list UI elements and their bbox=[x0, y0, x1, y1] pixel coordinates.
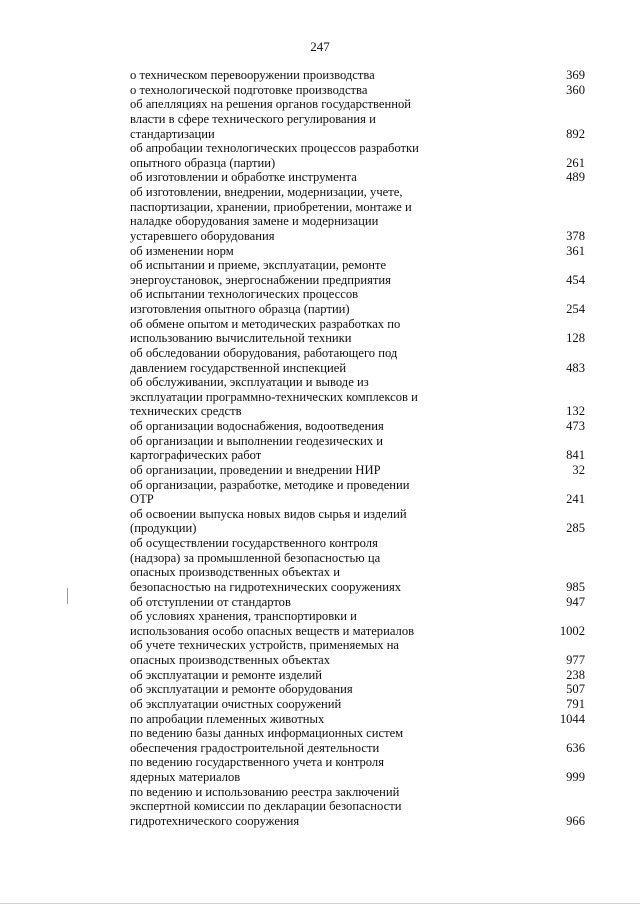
entry-line: об организации и выполнении геодезических и bbox=[130, 433, 384, 448]
entry-line: опытного образца (партии) bbox=[130, 155, 276, 170]
entry-line: по апробации племенных животных bbox=[130, 711, 325, 726]
entry-line: об испытании технологических процессов bbox=[130, 287, 359, 302]
entry-text bbox=[130, 419, 585, 434]
index-entry bbox=[130, 697, 585, 712]
entry-line: наладке оборудования замене и модернизации bbox=[130, 214, 379, 229]
entry-line: об учете технических устройств, применяемых на bbox=[130, 638, 400, 653]
entry-page-number: 238 bbox=[566, 667, 585, 682]
entry-line: давлением государственной инспекцией bbox=[130, 360, 347, 375]
entry-line: энергоустановок, энергоснабжении предприятия bbox=[130, 272, 391, 287]
entry-text bbox=[130, 68, 585, 83]
index-entry bbox=[130, 141, 585, 170]
entry-text bbox=[130, 726, 585, 755]
entry-line: об обмене опытом и методических разработках по bbox=[130, 316, 401, 331]
entry-line: об отступлении от стандартов bbox=[130, 594, 291, 609]
entry-line: (надзора) за промышленной безопасностью ца bbox=[130, 550, 381, 565]
entry-page-number: 454 bbox=[566, 272, 585, 287]
index-entry bbox=[130, 785, 585, 829]
entry-line: устаревшего оборудования bbox=[130, 228, 275, 243]
entry-line: об обслуживании, эксплуатации и выводе из bbox=[130, 375, 369, 390]
entry-line: по ведению базы данных информационных систем bbox=[130, 726, 404, 741]
entry-text bbox=[130, 478, 585, 507]
entry-page-number: 132 bbox=[566, 404, 585, 419]
entry-line: о техническом перевооружении производства bbox=[130, 68, 375, 82]
entry-line: по ведению и использованию реестра заключений bbox=[130, 784, 400, 799]
entry-line: об испытании и приеме, эксплуатации, ремонте bbox=[130, 258, 387, 273]
index-entry bbox=[130, 507, 585, 536]
index-entry bbox=[130, 726, 585, 755]
entry-line: об эксплуатации и ремонте оборудования bbox=[130, 682, 353, 697]
entry-text bbox=[130, 287, 585, 316]
entry-text bbox=[130, 258, 585, 287]
entry-page-number: 285 bbox=[566, 521, 585, 536]
entry-line: ядерных материалов bbox=[130, 770, 241, 784]
index-entry bbox=[130, 434, 585, 463]
entry-text bbox=[130, 668, 585, 683]
index-entry bbox=[130, 609, 585, 638]
entry-line: эксплуатации программно-технических комплексов и bbox=[130, 389, 418, 404]
entry-line: об апробации технологических процессов разработки bbox=[130, 141, 419, 156]
entry-page-number: 507 bbox=[566, 682, 585, 697]
entry-line: опасных производственных объектах bbox=[130, 653, 331, 667]
index-entry bbox=[130, 346, 585, 375]
entry-page-number: 999 bbox=[566, 770, 585, 784]
entry-line: обеспечения градостроительной деятельности bbox=[130, 740, 380, 755]
entry-page-number: 791 bbox=[566, 696, 585, 711]
entry-line: по ведению государственного учета и контроля bbox=[130, 755, 385, 770]
entry-line: об изготовлении, внедрении, модернизации, учете, bbox=[130, 185, 403, 199]
entry-page-number: 473 bbox=[566, 419, 585, 433]
entry-page-number: 1002 bbox=[559, 623, 585, 638]
entry-line: опасных производственных объектах и bbox=[130, 565, 340, 580]
entry-text bbox=[130, 244, 585, 259]
entry-text bbox=[130, 536, 585, 595]
entry-line: об эксплуатации и ремонте изделий bbox=[130, 667, 322, 682]
entry-line: об организации водоснабжения, водоотведения bbox=[130, 419, 384, 433]
entry-page-number: 254 bbox=[566, 302, 585, 316]
entry-line: ОТР bbox=[130, 492, 154, 507]
entry-text bbox=[130, 434, 585, 463]
entry-line: использования особо опасных веществ и материалов bbox=[130, 623, 415, 638]
entry-page-number: 947 bbox=[566, 594, 585, 609]
entry-line: гидротехнического сооружения bbox=[130, 813, 300, 828]
index-entry bbox=[130, 712, 585, 727]
entry-line: безопасностью на гидротехнических сооружениях bbox=[130, 579, 402, 594]
entry-text bbox=[130, 317, 585, 346]
index-entry bbox=[130, 244, 585, 259]
page-number: 247 bbox=[310, 39, 330, 54]
entry-line: об организации, разработке, методике и проведении bbox=[130, 477, 410, 492]
index-entry bbox=[130, 317, 585, 346]
entry-page-number: 636 bbox=[566, 740, 585, 755]
entry-page-number: 483 bbox=[566, 360, 585, 375]
index-entry bbox=[130, 170, 585, 185]
entry-page-number: 966 bbox=[566, 813, 585, 828]
entry-page-number: 360 bbox=[566, 82, 585, 97]
entry-line: об эксплуатации очистных сооружений bbox=[130, 696, 342, 711]
entry-page-number: 378 bbox=[566, 228, 585, 243]
entry-text bbox=[130, 97, 585, 141]
entry-line: (продукции) bbox=[130, 521, 197, 536]
index-entry bbox=[130, 287, 585, 316]
page-bottom-edge bbox=[0, 903, 640, 904]
entry-text bbox=[130, 638, 585, 667]
index-entry bbox=[130, 595, 585, 610]
entry-line: паспортизации, хранении, приобретении, монтаже и bbox=[130, 199, 412, 214]
entry-line: экспертной комиссии по декларации безопасности bbox=[130, 799, 402, 814]
index-entry bbox=[130, 258, 585, 287]
entry-text bbox=[130, 346, 585, 375]
entry-line: об изменении норм bbox=[130, 243, 234, 258]
entry-page-number: 32 bbox=[572, 462, 585, 477]
entry-text bbox=[130, 141, 585, 170]
index-entry bbox=[130, 83, 585, 98]
entry-text bbox=[130, 609, 585, 638]
entry-text bbox=[130, 785, 585, 829]
entry-line: об обследовании оборудования, работающего под bbox=[130, 345, 398, 360]
entry-text bbox=[130, 712, 585, 727]
entry-line: стандартизации bbox=[130, 126, 215, 141]
entry-page-number: 985 bbox=[566, 579, 585, 594]
entry-text bbox=[130, 697, 585, 712]
entry-line: об осуществлении государственного контроля bbox=[130, 536, 378, 550]
entry-line: об условиях хранения, транспортировки и bbox=[130, 609, 357, 624]
entry-page-number: 977 bbox=[566, 653, 585, 667]
index-entry bbox=[130, 68, 585, 83]
entry-line: об апелляциях на решения органов государственной bbox=[130, 97, 411, 112]
index-entry bbox=[130, 536, 585, 595]
index-entry bbox=[130, 97, 585, 141]
entry-text bbox=[130, 83, 585, 98]
margin-mark bbox=[67, 588, 68, 604]
entry-page-number: 361 bbox=[566, 243, 585, 258]
entry-page-number: 241 bbox=[566, 492, 585, 507]
index-entry bbox=[130, 478, 585, 507]
entry-text bbox=[130, 755, 585, 784]
index-entry bbox=[130, 682, 585, 697]
entry-page-number: 261 bbox=[566, 155, 585, 170]
entry-line: об организации, проведении и внедрении НИР bbox=[130, 462, 381, 477]
entry-page-number: 841 bbox=[566, 448, 585, 463]
entry-page-number: 128 bbox=[566, 331, 585, 346]
entry-page-number: 1044 bbox=[559, 711, 585, 726]
index-entry bbox=[130, 668, 585, 683]
entry-page-number: 892 bbox=[566, 126, 585, 141]
index-entry bbox=[130, 463, 585, 478]
entry-line: картографических работ bbox=[130, 448, 262, 463]
entry-page-number: 369 bbox=[566, 68, 585, 82]
index-entry bbox=[130, 375, 585, 419]
entry-text bbox=[130, 682, 585, 697]
entry-text bbox=[130, 595, 585, 610]
index-entry bbox=[130, 419, 585, 434]
entry-text bbox=[130, 507, 585, 536]
index-entry bbox=[130, 185, 585, 244]
entry-line: власти в сфере технического регулирования и bbox=[130, 111, 376, 126]
entry-line: об освоении выпуска новых видов сырья и изделий bbox=[130, 506, 407, 521]
entry-page-number: 489 bbox=[566, 170, 585, 185]
entry-text bbox=[130, 185, 585, 244]
entry-line: о технологической подготовке производства bbox=[130, 82, 368, 97]
entry-text bbox=[130, 375, 585, 419]
entry-line: технических средств bbox=[130, 404, 242, 419]
entry-line: изготовления опытного образца (партии) bbox=[130, 302, 350, 316]
index-entry bbox=[130, 755, 585, 784]
index-list bbox=[130, 68, 585, 829]
entry-line: об изготовлении и обработке инструмента bbox=[130, 170, 357, 185]
entry-text bbox=[130, 463, 585, 478]
entry-text bbox=[130, 170, 585, 185]
entry-line: использованию вычислительной техники bbox=[130, 331, 352, 346]
index-entry bbox=[130, 638, 585, 667]
